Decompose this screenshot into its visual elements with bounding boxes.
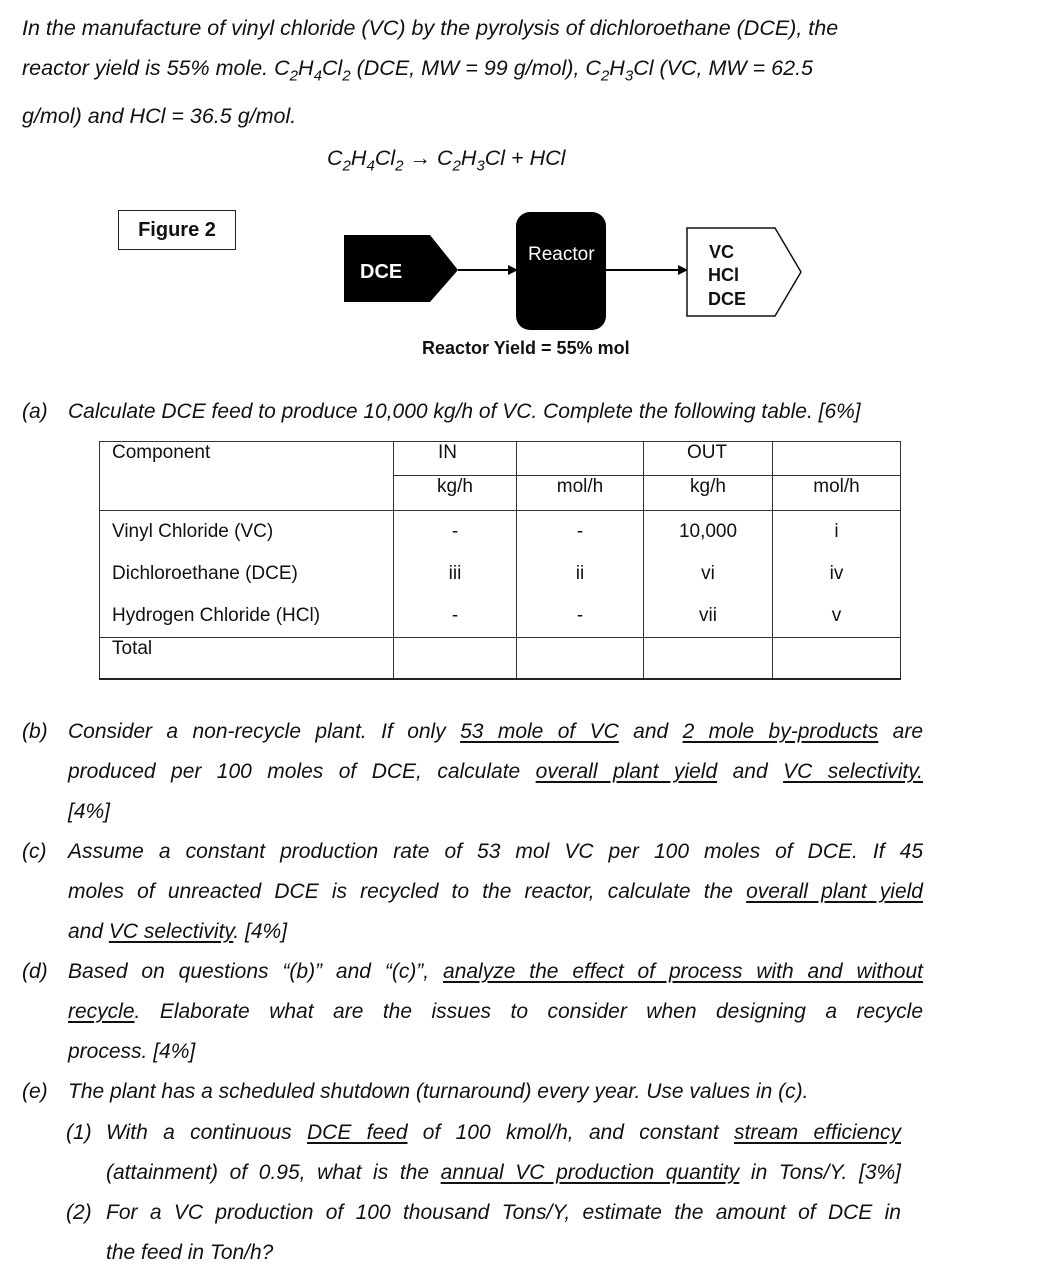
unit-in-mol: mol/h — [517, 476, 644, 511]
row-in-mol: - — [517, 511, 644, 554]
row-in-mol: - — [517, 595, 644, 638]
intro-paragraph — [22, 8, 1022, 136]
row-component: Dichloroethane (DCE) — [100, 553, 394, 595]
table-row — [100, 511, 901, 554]
product-hcl: HCl — [708, 265, 739, 285]
row-in-kg: - — [394, 595, 517, 638]
table-header-out: OUT — [644, 442, 773, 476]
intro-line-2: reactor yield is 55% mole. $C_2H_4Cl_2$ (DCE, MW = 99 g/mol), $C_2H_3Cl$ (VC, MW = 62.5 — [22, 56, 814, 85]
product-dce: DCE — [708, 289, 747, 309]
unit-out-kg: kg/h — [644, 476, 773, 511]
question-e-1-line-2: (attainment) of 0.95, what is the annual VC production quantity in Tons/Y. [3%] — [106, 1161, 902, 1184]
reactor-label: Reactor — [528, 244, 595, 265]
reaction-equation: $C_2H_4Cl_2 \to C_2H_3Cl$ + HCl — [327, 146, 566, 175]
question-b-line-2: produced per 100 moles of DCE, calculate overall plant yield and VC selectivity. — [68, 760, 923, 783]
question-e-2-line-1: For a VC production of 100 thousand Tons/Y, estimate the amount of DCE in — [106, 1201, 901, 1224]
question-d-label: (d) — [22, 960, 48, 983]
row-out-kg: vi — [644, 553, 773, 595]
total-out-kg — [644, 638, 773, 680]
question-e-1-label: (1) — [66, 1121, 92, 1144]
table-header-component: Component — [100, 442, 394, 511]
row-out-mol: iv — [773, 553, 901, 595]
question-b — [22, 712, 1022, 832]
question-d-line-3: process. [4%] — [68, 1040, 196, 1063]
figure-label: Figure 2 — [118, 210, 236, 250]
question-e-label: (e) — [22, 1080, 48, 1103]
question-a-text: Calculate DCE feed to produce 10,000 kg/h of VC. Complete the following table. [6%] — [68, 400, 861, 423]
question-e-2 — [66, 1193, 906, 1273]
row-in-kg: - — [394, 511, 517, 554]
question-d-line-2: recycle. Elaborate what are the issues to consider when designing a recycle — [68, 1000, 923, 1023]
table-row — [100, 595, 901, 638]
question-a-label: (a) — [22, 400, 48, 423]
process-flow-diagram — [340, 210, 820, 335]
total-in-mol — [517, 638, 644, 680]
question-e — [22, 1072, 1022, 1112]
table-header-blank — [773, 442, 901, 476]
intro-line-3: g/mol) and HCl = 36.5 g/mol. — [22, 104, 297, 129]
row-component: Hydrogen Chloride (HCl) — [100, 595, 394, 638]
row-out-kg: 10,000 — [644, 511, 773, 554]
question-c-label: (c) — [22, 840, 47, 863]
table-header-blank — [517, 442, 644, 476]
question-c — [22, 832, 1022, 952]
product-vc: VC — [709, 242, 735, 262]
question-e-2-line-2: the feed in Ton/h? — [106, 1241, 274, 1264]
feed-stream-label: DCE — [360, 261, 403, 283]
question-c-line-1: Assume a constant production rate of 53 mol VC per 100 moles of DCE. If 45 — [68, 840, 923, 863]
question-d-line-1: Based on questions “(b)” and “(c)”, analyze the effect of process with and without — [68, 960, 923, 983]
table-header-in: IN — [394, 442, 517, 476]
question-d — [22, 952, 1022, 1072]
question-b-label: (b) — [22, 720, 48, 743]
row-total-label: Total — [100, 638, 394, 680]
question-c-line-3: and VC selectivity. [4%] — [68, 920, 288, 943]
reactor-yield-label: Reactor Yield = 55% mol — [422, 338, 630, 358]
question-e-1 — [66, 1113, 906, 1193]
intro-line-1: In the manufacture of vinyl chloride (VC) by the pyrolysis of dichloroethane (DCE), the — [22, 16, 839, 40]
unit-out-mol: mol/h — [773, 476, 901, 511]
row-out-mol: v — [773, 595, 901, 638]
question-e-1-line-1: With a continuous DCE feed of 100 kmol/h, and constant stream efficiency — [106, 1121, 902, 1144]
question-b-line-3: [4%] — [68, 800, 111, 823]
reactor-shape — [516, 212, 606, 330]
question-a — [22, 400, 1022, 424]
table-row-total — [100, 638, 901, 680]
unit-in-kg: kg/h — [394, 476, 517, 511]
question-c-line-2: moles of unreacted DCE is recycled to the reactor, calculate the overall plant yield — [68, 880, 923, 903]
total-in-kg — [394, 638, 517, 680]
row-in-kg: iii — [394, 553, 517, 595]
mass-balance-table — [99, 441, 901, 680]
total-out-mol — [773, 638, 901, 680]
row-out-mol: i — [773, 511, 901, 554]
row-out-kg: vii — [644, 595, 773, 638]
row-in-mol: ii — [517, 553, 644, 595]
table-row — [100, 553, 901, 595]
question-e-2-label: (2) — [66, 1201, 92, 1224]
question-b-line-1: Consider a non-recycle plant. If only 53 mole of VC and 2 mole by-products are — [68, 720, 923, 743]
row-component: Vinyl Chloride (VC) — [100, 511, 394, 554]
question-e-text: The plant has a scheduled shutdown (turnaround) every year. Use values in (c). — [68, 1080, 809, 1103]
